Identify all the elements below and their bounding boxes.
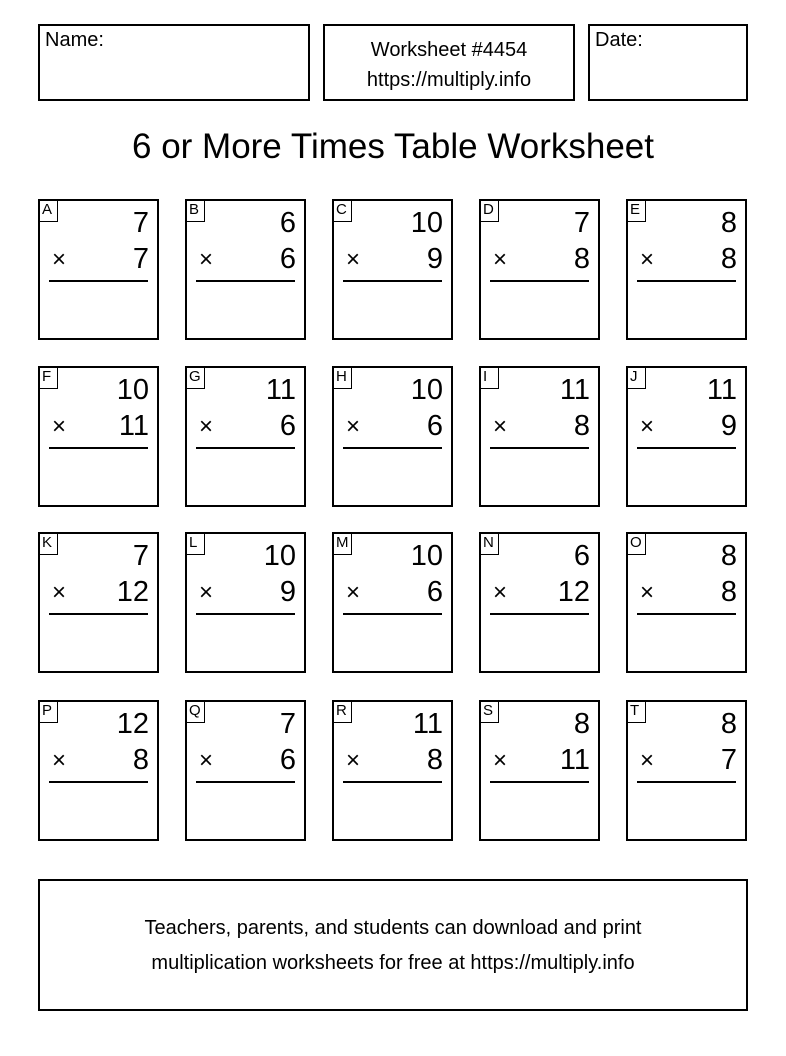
answer-rule [49, 613, 148, 615]
multiplier: 7 [720, 744, 737, 776]
worksheet-number: Worksheet #4454 [370, 39, 528, 61]
multiplier: 9 [720, 410, 737, 442]
answer-rule [49, 280, 148, 282]
multiplicand: 11 [559, 374, 590, 406]
problem-card[interactable] [185, 366, 306, 507]
answer-rule [196, 447, 295, 449]
answer-rule [196, 280, 295, 282]
multiplicand: 10 [410, 374, 443, 406]
problem-card[interactable] [479, 700, 600, 841]
problem-card[interactable] [332, 700, 453, 841]
multiplier: 8 [132, 744, 149, 776]
times-sign: × [199, 246, 214, 273]
problem-letter: G [185, 366, 205, 389]
answer-rule [637, 781, 736, 783]
multiplicand: 12 [116, 708, 149, 740]
times-sign: × [199, 413, 214, 440]
multiplicand: 6 [573, 540, 590, 572]
problem-card[interactable] [626, 532, 747, 673]
worksheet-info-box [323, 24, 575, 101]
multiplier: 12 [557, 576, 590, 608]
multiplier: 8 [426, 744, 443, 776]
multiplicand: 8 [573, 708, 590, 740]
multiplier: 8 [573, 243, 590, 275]
multiplier: 6 [426, 410, 443, 442]
problem-letter: Q [185, 700, 205, 723]
problem-letter: L [185, 532, 205, 555]
times-sign: × [493, 747, 508, 774]
problem-card[interactable] [332, 199, 453, 340]
answer-rule [490, 781, 589, 783]
times-sign: × [346, 246, 361, 273]
times-sign: × [199, 579, 214, 606]
problem-card[interactable] [479, 532, 600, 673]
problem-letter: O [626, 532, 646, 555]
times-sign: × [640, 579, 655, 606]
multiplicand: 10 [410, 207, 443, 239]
answer-rule [490, 447, 589, 449]
date-field[interactable] [588, 24, 748, 101]
multiplicand: 7 [132, 540, 149, 572]
multiplier: 6 [279, 243, 296, 275]
times-sign: × [52, 579, 67, 606]
page-title: 6 or More Times Table Worksheet [132, 127, 654, 166]
problem-card[interactable] [332, 366, 453, 507]
answer-rule [196, 613, 295, 615]
times-sign: × [199, 747, 214, 774]
answer-rule [637, 280, 736, 282]
problem-card[interactable] [626, 700, 747, 841]
times-sign: × [52, 413, 67, 440]
times-sign: × [493, 246, 508, 273]
times-sign: × [493, 579, 508, 606]
times-sign: × [640, 413, 655, 440]
multiplicand: 11 [265, 374, 296, 406]
problem-card[interactable] [38, 700, 159, 841]
multiplier: 8 [720, 576, 737, 608]
answer-rule [49, 781, 148, 783]
multiplier: 8 [573, 410, 590, 442]
problem-letter: T [626, 700, 646, 723]
multiplicand: 11 [412, 708, 443, 740]
times-sign: × [52, 747, 67, 774]
times-sign: × [493, 413, 508, 440]
worksheet-url: https://multiply.info [366, 69, 532, 91]
multiplier: 8 [720, 243, 737, 275]
multiplicand: 6 [279, 207, 296, 239]
problem-card[interactable] [185, 199, 306, 340]
problem-letter: E [626, 199, 646, 222]
answer-rule [490, 613, 589, 615]
problem-card[interactable] [479, 366, 600, 507]
problem-card[interactable] [626, 199, 747, 340]
multiplicand: 10 [263, 540, 296, 572]
problem-letter: K [38, 532, 58, 555]
times-sign: × [346, 747, 361, 774]
multiplicand: 10 [116, 374, 149, 406]
multiplicand: 8 [720, 540, 737, 572]
multiplicand: 8 [720, 708, 737, 740]
problem-letter: H [332, 366, 352, 389]
times-sign: × [640, 246, 655, 273]
multiplier: 11 [559, 744, 590, 776]
problem-card[interactable] [38, 366, 159, 507]
footer-line-1: Teachers, parents, and students can download and print [144, 917, 642, 939]
problem-card[interactable] [38, 532, 159, 673]
multiplier: 9 [426, 243, 443, 275]
answer-rule [637, 447, 736, 449]
times-sign: × [346, 413, 361, 440]
multiplier: 12 [116, 576, 149, 608]
multiplicand: 7 [573, 207, 590, 239]
multiplier: 7 [132, 243, 149, 275]
problem-letter: D [479, 199, 499, 222]
multiplier: 6 [426, 576, 443, 608]
multiplicand: 11 [706, 374, 737, 406]
multiplicand: 10 [410, 540, 443, 572]
answer-rule [343, 447, 442, 449]
name-label: Name: [45, 29, 104, 51]
multiplier: 6 [279, 744, 296, 776]
multiplicand: 7 [279, 708, 296, 740]
problem-card[interactable] [185, 532, 306, 673]
footer-box [38, 879, 748, 1011]
problem-letter: R [332, 700, 352, 723]
problem-letter: B [185, 199, 205, 222]
multiplicand: 7 [132, 207, 149, 239]
date-label: Date: [595, 29, 643, 51]
problem-letter: C [332, 199, 352, 222]
times-sign: × [52, 246, 67, 273]
problem-letter: F [38, 366, 58, 389]
problem-letter: N [479, 532, 499, 555]
problem-letter: S [479, 700, 499, 723]
problem-card[interactable] [479, 199, 600, 340]
problem-card[interactable] [332, 532, 453, 673]
problem-card[interactable] [626, 366, 747, 507]
multiplier: 6 [279, 410, 296, 442]
multiplier: 9 [279, 576, 296, 608]
answer-rule [343, 280, 442, 282]
problem-letter: I [479, 366, 499, 389]
answer-rule [343, 781, 442, 783]
multiplier: 11 [118, 410, 149, 442]
problem-letter: A [38, 199, 58, 222]
name-field[interactable] [38, 24, 310, 101]
answer-rule [49, 447, 148, 449]
problem-letter: J [626, 366, 646, 389]
times-sign: × [346, 579, 361, 606]
problem-letter: P [38, 700, 58, 723]
multiplicand: 8 [720, 207, 737, 239]
footer-line-2: multiplication worksheets for free at https://multiply.info [151, 952, 635, 974]
answer-rule [196, 781, 295, 783]
answer-rule [343, 613, 442, 615]
answer-rule [490, 280, 589, 282]
problem-letter: M [332, 532, 352, 555]
times-sign: × [640, 747, 655, 774]
problem-card[interactable] [38, 199, 159, 340]
answer-rule [637, 613, 736, 615]
problem-card[interactable] [185, 700, 306, 841]
